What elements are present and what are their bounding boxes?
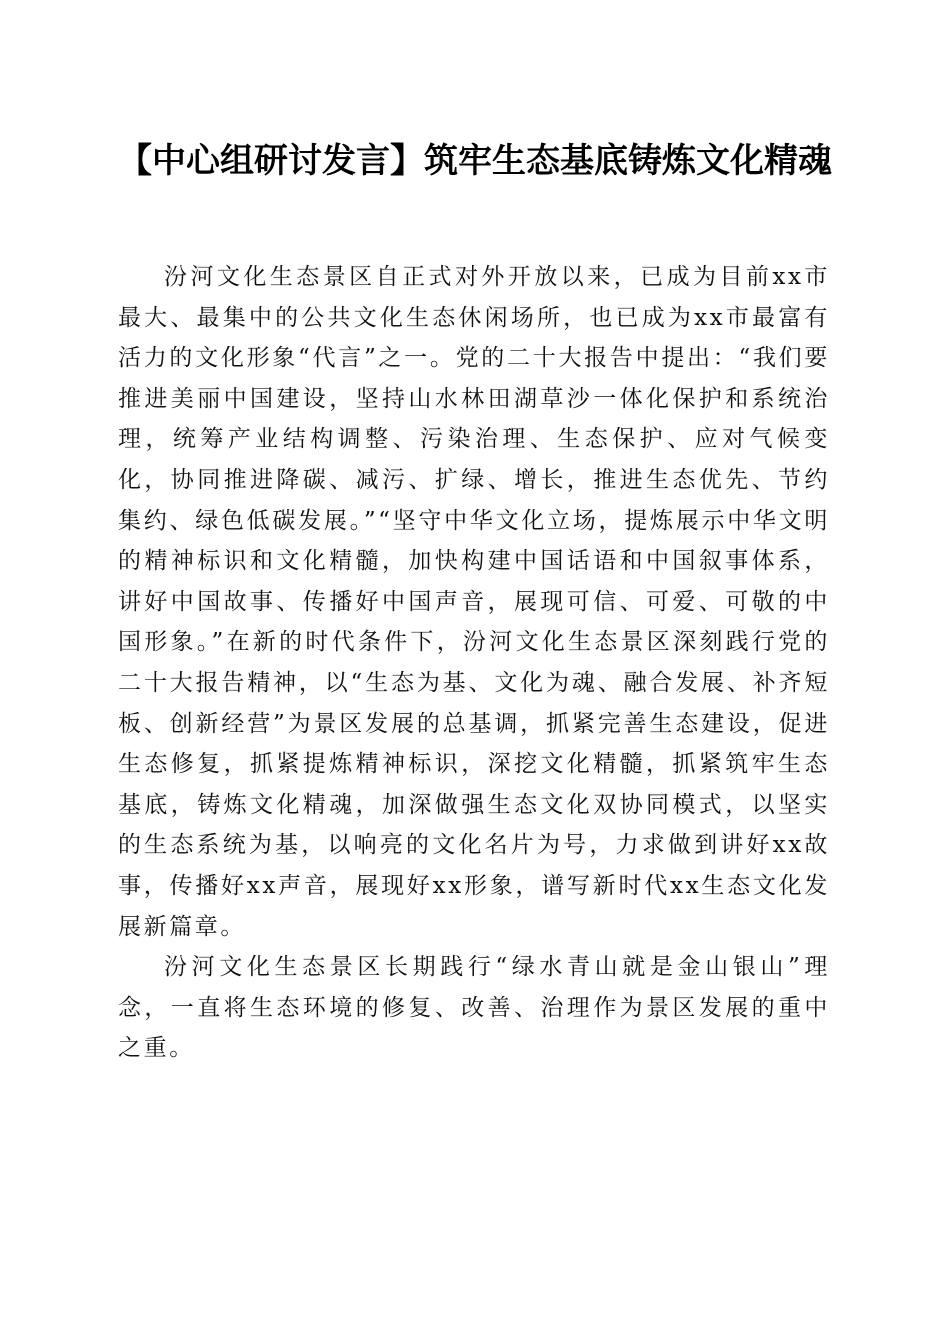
document-title: 【中心组研讨发言】筑牢生态基底铸炼文化精魂: [118, 141, 832, 181]
body-paragraph: 汾河文化生态景区长期践行“绿水青山就是金山银山”理念，一直将生态环境的修复、改善、治理作为景区发展的重中之重。: [118, 954, 830, 1062]
document-body: [118, 257, 830, 1069]
body-paragraph: 汾河文化生态景区自正式对外开放以来，已成为目前xx市最大、最集中的公共文化生态休闲场所，也已成为xx市最富有活力的文化形象“代言”之一。党的二十大报告中提出：“我们要推进美丽中国建设，坚持山水林田湖草沙一体化保护和系统治理，统筹产业结构调整、污染治理、生态保护、应对气候变化，协同推进降碳、减污、扩绿、增长，推进生态优先、节约集约、绿色低碳发展。”“坚守中华文化立场，提炼展示中华文明的精神标识和文化精髓，加快构建中国话语和中国叙事体系，讲好中国故事、传播好中国声音，展现可信、可爱、可敬的中国形象。”在新的时代条件下，汾河文化生态景区深刻践行党的二十大报告精神，以“生态为基、文化为魂、融合发展、补齐短板、创新经营”为景区发展的总基调，抓紧完善生态建设，促进生态修复，抓紧提炼精神标识，深挖文化精髓，抓紧筑牢生态基底，铸炼文化精魂，加深做强生态文化双协同模式，以坚实的生态系统为基，以响亮的文化名片为号，力求做到讲好xx故事，传播好xx声音，展现好xx形象，谱写新时代xx生态文化发展新篇章。: [118, 264, 830, 940]
